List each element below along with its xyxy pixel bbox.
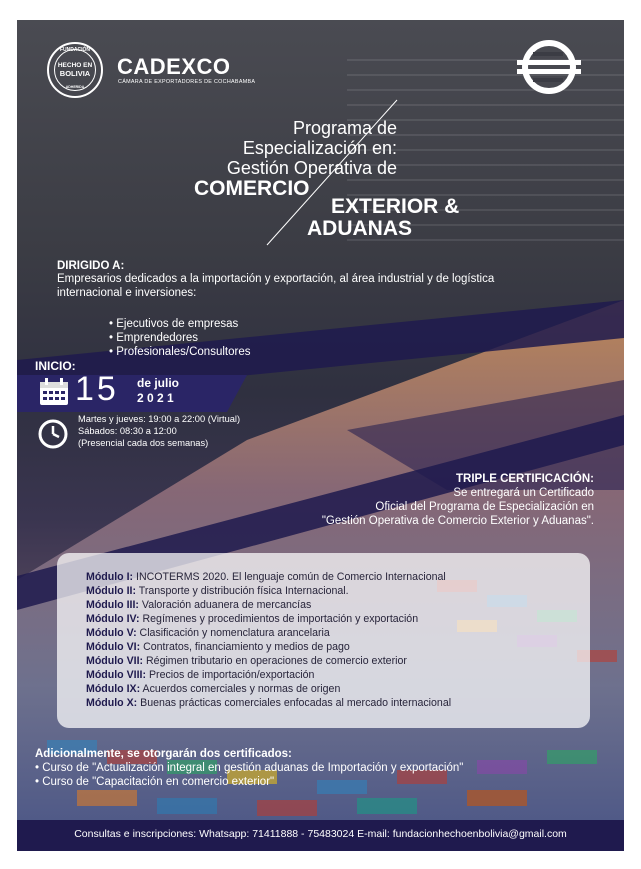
list-item: • Ejecutivos de empresas — [109, 318, 239, 330]
triple-certification — [322, 472, 594, 528]
module-item — [86, 599, 311, 611]
start-day: 15 — [75, 370, 119, 408]
title-line-6: ADUANAS — [307, 217, 412, 240]
contact-info: Consultas e inscripciones: Whatsapp: 71411888 - 75483024 E-mail: fundacionhechoenbolivia@gmail.com — [74, 828, 567, 840]
schedule-line-2: Sábados: 08:30 a 12:00 — [78, 426, 177, 436]
module-text: Contratos, financiamiento y medios de pago — [140, 641, 350, 653]
module-text: Acuerdos comerciales y normas de origen — [140, 683, 341, 695]
start-year: 2 0 2 1 — [137, 391, 174, 405]
module-label: Módulo VI: — [86, 641, 141, 653]
module-item — [86, 613, 418, 625]
module-text: Buenas prácticas comerciales enfocadas al mercado internacional — [137, 697, 452, 709]
module-item — [86, 697, 451, 709]
title-line-3: Gestión Operativa de — [226, 158, 397, 178]
additional-item-1: • Curso de "Actualización integral en gestión aduanas de Importación y exportación" — [35, 762, 464, 774]
audience-heading: DIRIGIDO A: — [57, 260, 125, 272]
additional-heading: Adicionalmente, se otorgarán dos certificados: — [35, 748, 292, 760]
additional-item-2: • Curso de "Capacitación en comercio exterior" — [35, 776, 275, 788]
triple-heading: TRIPLE CERTIFICACIÓN: — [456, 473, 594, 485]
fundacion-logo-bottom: ADHERIDA — [65, 85, 85, 89]
audience-list — [109, 317, 250, 359]
start-month: de julio — [137, 376, 179, 390]
start-label: INICIO: — [35, 359, 76, 373]
module-label: Módulo IX: — [86, 683, 141, 695]
fundacion-logo-top: FUNDACIÓN — [60, 47, 90, 53]
module-text: Valoración aduanera de mercancías — [138, 599, 312, 611]
module-text: INCOTERMS 2020. El lenguaje común de Comercio Internacional — [133, 571, 446, 583]
module-label: Módulo V: — [86, 627, 137, 639]
audience-text-1: Empresarios dedicados a la importación y exportación, al área industrial y de logística — [57, 273, 495, 285]
title-line-2: Especialización en: — [242, 138, 397, 158]
schedule-line-1: Martes y jueves: 19:00 a 22:00 (Virtual) — [78, 414, 241, 424]
module-item — [86, 669, 314, 681]
list-item: • Profesionales/Consultores — [109, 346, 251, 358]
clock-icon — [37, 418, 69, 450]
schedule — [78, 413, 240, 449]
poster — [17, 20, 624, 851]
calendar-icon — [39, 378, 69, 406]
module-item — [86, 641, 350, 653]
list-item: • Emprendedores — [109, 332, 199, 344]
module-text: Transporte y distribución física Internacional. — [136, 585, 349, 597]
ce-emblem-icon — [513, 40, 585, 94]
fundacion-logo — [47, 42, 103, 98]
module-item — [86, 585, 349, 597]
program-title — [137, 118, 397, 178]
title-line-5: EXTERIOR & — [331, 195, 460, 218]
cadexco-subtitle: CÁMARA DE EXPORTADORES DE COCHABAMBA — [118, 79, 256, 85]
audience-section — [57, 260, 617, 300]
module-label: Módulo I: — [86, 571, 134, 583]
module-text: Precios de importación/exportación — [146, 669, 315, 681]
audience-text-2: internacional e inversiones: — [57, 287, 197, 299]
module-label: Módulo VII: — [86, 655, 144, 667]
fundacion-logo-mid1: HECHO EN — [57, 62, 93, 69]
module-label: Módulo III: — [86, 599, 139, 611]
module-label: Módulo VIII: — [86, 669, 147, 681]
module-label: Módulo X: — [86, 697, 138, 709]
module-item — [86, 683, 340, 695]
triple-line-1: Se entregará un Certificado — [453, 487, 594, 499]
additional-certificates — [35, 747, 463, 789]
cadexco-logo-text: CADEXCO — [117, 54, 231, 79]
title-line-1: Programa de — [292, 118, 397, 138]
triple-line-2: Oficial del Programa de Especialización en — [375, 501, 594, 513]
module-label: Módulo II: — [86, 585, 137, 597]
title-line-4: COMERCIO — [194, 177, 310, 200]
module-item — [86, 655, 407, 667]
module-text: Regímenes y procedimientos de importación y exportación — [139, 613, 419, 625]
schedule-line-3: (Presencial cada dos semanas) — [78, 438, 209, 448]
module-text: Clasificación y nomenclatura arancelaria — [136, 627, 330, 639]
module-item — [86, 627, 330, 639]
fundacion-logo-mid2: BOLIVIA — [59, 69, 91, 78]
module-item — [86, 571, 446, 583]
triple-line-3: "Gestión Operativa de Comercio Exterior y Aduanas". — [321, 515, 594, 527]
module-text: Régimen tributario en operaciones de comercio exterior — [143, 655, 407, 667]
module-label: Módulo IV: — [86, 613, 140, 625]
